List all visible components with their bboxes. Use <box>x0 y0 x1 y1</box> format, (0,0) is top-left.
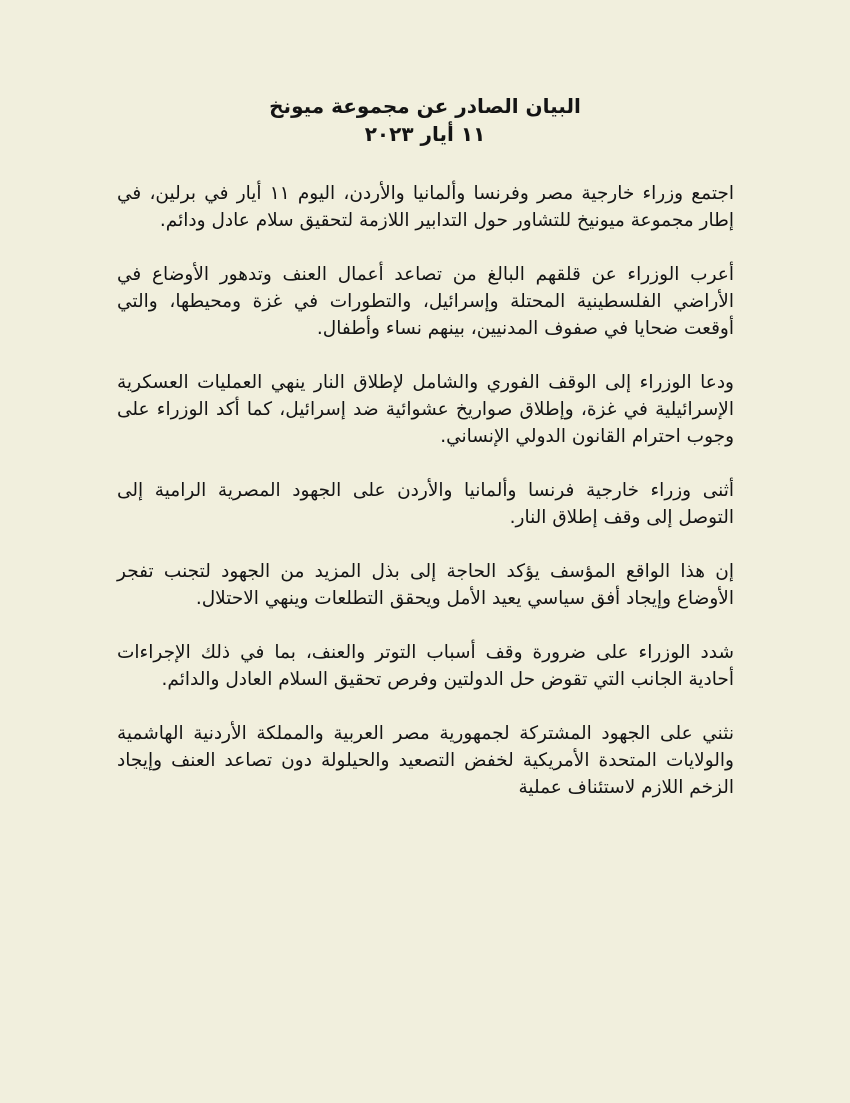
paragraph-1: اجتمع وزراء خارجية مصر وفرنسا وألمانيا والأردن، اليوم ١١ أيار في برلين، في إطار مجموعة ميونيخ للتشاور حول التدابير اللازمة لتحقيق سلام عادل ودائم. <box>117 183 734 231</box>
document-title: البيان الصادر عن مجموعة ميونخ <box>269 94 581 118</box>
paragraph-2: أعرب الوزراء عن قلقهم البالغ من تصاعد أعمال العنف وتدهور الأوضاع في الأراضي الفلسطينية المحتلة وإسرائيل، والتطورات في غزة ومحيطها، والتي أوقعت ضحايا في صفوف المدنيين، بينهم نساء وأطفال. <box>117 264 734 339</box>
paragraph-6: شدد الوزراء على ضرورة وقف أسباب التوتر والعنف، بما في ذلك الإجراءات أحادية الجانب التي تقوض حل الدولتين وفرص تحقيق السلام العادل والدائم. <box>117 642 734 690</box>
paragraph-5: إن هذا الواقع المؤسف يؤكد الحاجة إلى بذل المزيد من الجهود لتجنب تفجر الأوضاع وإيجاد أفق سياسي يعيد الأمل ويحقق التطلعات وينهي الاحتلال. <box>117 561 734 609</box>
paragraph-3: ودعا الوزراء إلى الوقف الفوري والشامل لإطلاق النار ينهي العمليات العسكرية الإسرائيلية في غزة، وإطلاق صواريخ عشوائية ضد إسرائيل، كما أكد الوزراء على وجوب احترام القانون الدولي الإنساني. <box>117 372 734 447</box>
paragraph-7: نثني على الجهود المشتركة لجمهورية مصر العربية والمملكة الأردنية الهاشمية والولايات المتحدة الأمريكية لخفض التصعيد والحيلولة دون تصاعد العنف وإيجاد الزخم اللازم لاستئناف عملية <box>117 723 734 798</box>
paragraph-4: أثنى وزراء خارجية فرنسا وألمانيا والأردن على الجهود المصرية الرامية إلى التوصل إلى وقف إطلاق النار. <box>117 480 734 528</box>
document-body <box>117 180 734 828</box>
document-header <box>100 92 750 148</box>
document-date: ١١ أيار ٢٠٢٣ <box>364 122 486 146</box>
